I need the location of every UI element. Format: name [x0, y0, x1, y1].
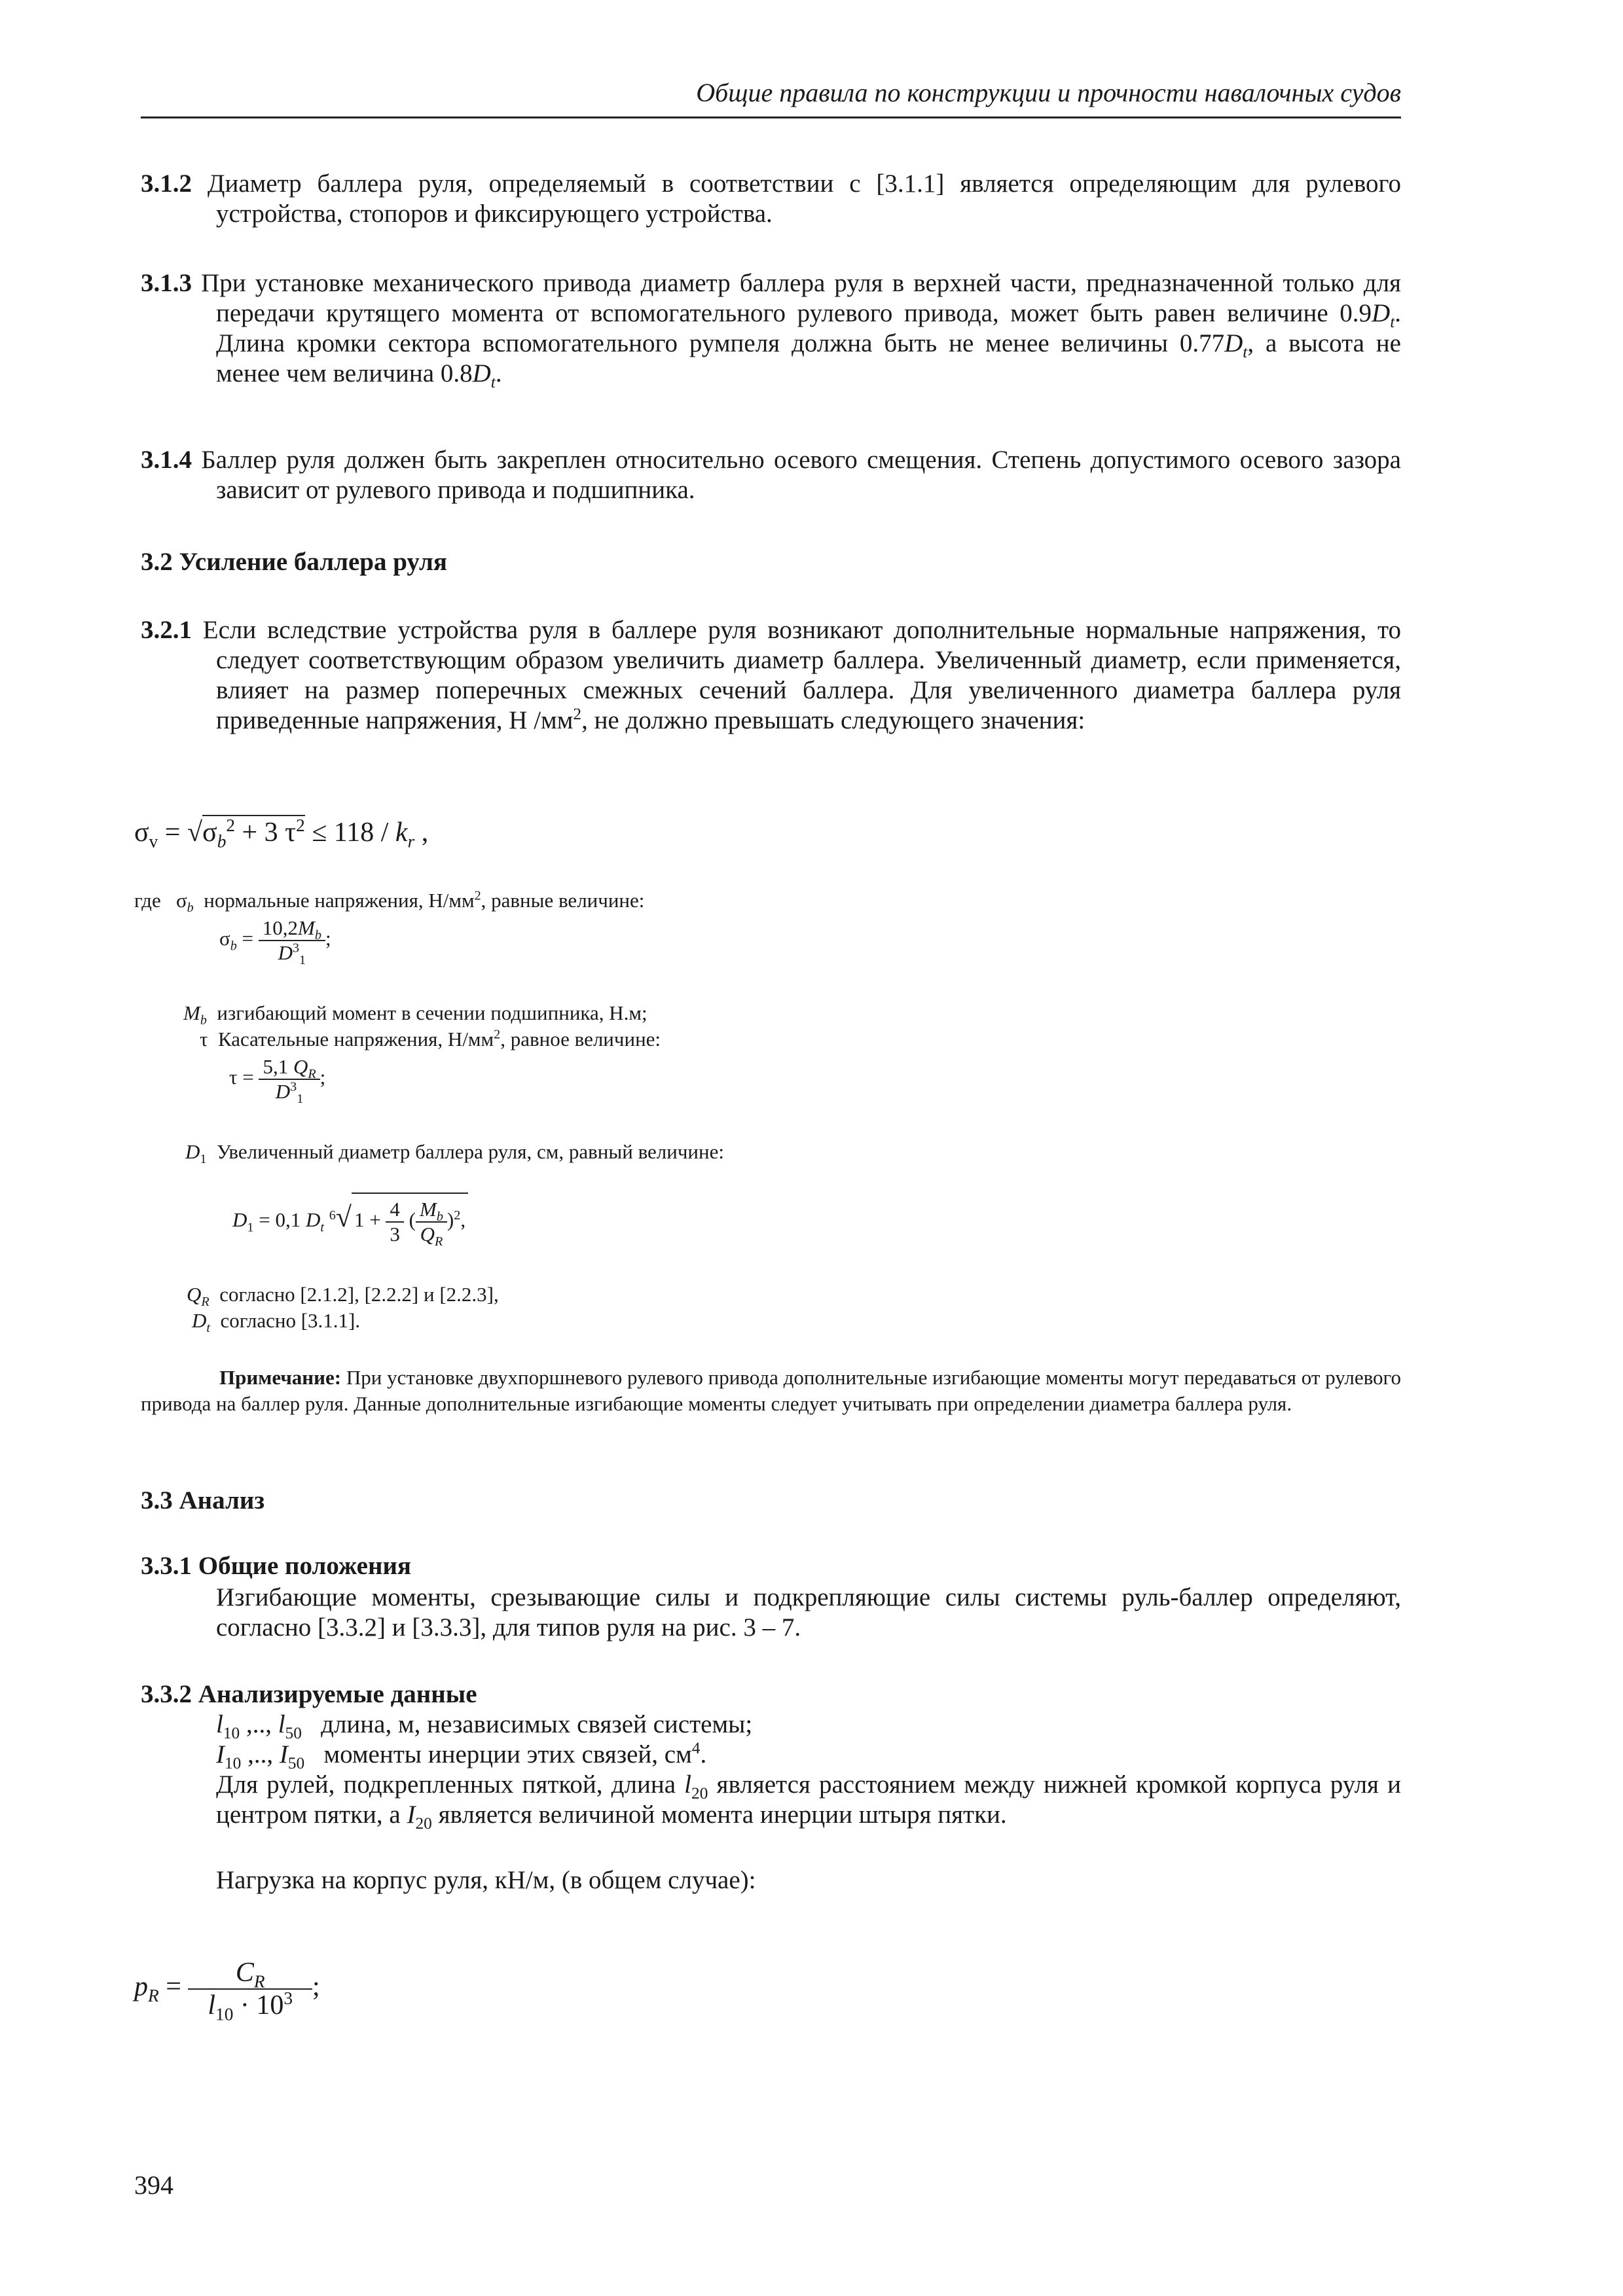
definition-text: согласно [2.1.2], [2.2.2] и [2.2.3], — [219, 1283, 499, 1306]
paragraph-3-3-2 — [216, 1770, 1401, 1833]
subscript: t — [206, 1321, 210, 1336]
subscript: 20 — [415, 1814, 432, 1833]
symbol: I — [407, 1801, 416, 1829]
symbol: D — [278, 941, 293, 964]
subscript: r — [407, 831, 415, 852]
symbol: D — [275, 1080, 291, 1103]
fraction — [386, 1198, 404, 1246]
def-Q-R — [187, 1283, 499, 1310]
separator: ,.., — [240, 1710, 278, 1738]
def-M-b — [183, 1001, 647, 1028]
punctuation: , — [414, 817, 429, 848]
symbol: M — [420, 1198, 437, 1221]
symbol: D — [305, 1208, 321, 1232]
clause-text: , не должно превышать следующего значения: — [581, 706, 1085, 734]
fraction — [259, 1055, 319, 1107]
value: 0.77 — [1179, 329, 1225, 357]
subscript: 20 — [691, 1784, 708, 1803]
note-block — [141, 1365, 1401, 1417]
punctuation: , — [460, 1208, 466, 1232]
operator: + 3 τ — [235, 817, 297, 848]
definition-text: , равное величине: — [500, 1028, 661, 1050]
symbol: D — [192, 1309, 207, 1332]
symbol: τ = — [229, 1066, 254, 1089]
clause-number: 3.1.2 — [141, 170, 192, 198]
subscript: b — [436, 1210, 443, 1225]
section-heading-3-2: 3.2 Усиление баллера руля — [141, 548, 447, 576]
subscript: 1 — [247, 1220, 254, 1235]
symbol: k — [395, 817, 408, 848]
subscript: b — [200, 1013, 207, 1028]
punctuation: ; — [312, 1971, 320, 2002]
superscript: 2 — [226, 816, 235, 835]
load-sentence: Нагрузка на корпус руля, кН/м, (в общем случае): — [216, 1866, 756, 1894]
fraction — [416, 1198, 447, 1249]
subscript: R — [201, 1295, 210, 1310]
symbol: Q — [187, 1283, 202, 1306]
symbol: p — [134, 1971, 148, 2002]
superscript: 3 — [292, 941, 300, 956]
subscript: b — [314, 928, 321, 943]
fraction — [188, 1957, 312, 2024]
note-text: При установке двухпоршневого рулевого привода дополнительные изгибающие моменты могут передаваться от рулевого привода на баллер руля. Данные дополнительные изгибающие моменты следует учитывать при определении диаметра баллера руля. — [141, 1366, 1401, 1415]
subscript: 1 — [200, 1152, 207, 1167]
definition-text: , равные величине: — [481, 889, 645, 912]
symbol: M — [183, 1001, 200, 1024]
subscript: t — [490, 372, 496, 391]
subsection-heading-3-3-1: 3.3.1 Общие положения — [141, 1552, 412, 1580]
radicand — [202, 815, 305, 852]
symbol: σ — [219, 927, 230, 950]
denominator-value: 3 — [390, 1223, 400, 1246]
operator: = √ — [158, 817, 203, 848]
superscript: 2 — [296, 816, 305, 835]
def-l-lengths — [216, 1710, 753, 1742]
punctuation: . — [700, 1740, 707, 1768]
symbol: l — [208, 1990, 216, 2020]
subsection-heading-3-3-2: 3.3.2 Анализируемые данные — [141, 1680, 477, 1708]
paragraph-3-3-1: Изгибающие моменты, срезывающие силы и подкрепляющие силы системы руль-баллер определяют, согласно [3.3.2] и [3.3.3], для типов руля на рис. 3 – 7. — [216, 1583, 1401, 1641]
where-label: где — [134, 889, 161, 912]
clause-text: При установке механического привода диаметр баллера руля в верхней части, предназначенной только для передачи крутящего момента от вспомогательного рулевого привода, может быть равен величине — [192, 269, 1401, 327]
radicand: 1 + $\frac{4}{3}$ ( $\frac{M_b}{Q_R}$ )$^2$, — [352, 1193, 468, 1246]
subscript: 10 — [225, 1753, 242, 1772]
punctuation: ; — [319, 1066, 326, 1089]
subscript: 50 — [285, 1723, 302, 1742]
clause-text: . — [495, 359, 502, 387]
punctuation: ; — [325, 927, 331, 950]
subscript: t — [1390, 312, 1395, 331]
value: 0.8 — [440, 359, 473, 387]
subscript: b — [217, 831, 227, 852]
def-D1 — [185, 1140, 724, 1167]
superscript: 2 — [474, 888, 481, 903]
def-D-t — [192, 1309, 361, 1336]
clause-text: Если вследствие устройства руля в баллере руля возникают дополнительные нормальные напряжения, то следует соответствующим образом увеличить диаметр баллера. Увеличенный диаметр, если применяется, влияет на размер поперечных смежных сечений баллера. Для увеличенного диаметра баллера руля приведенные напряжения, Н /мм — [192, 616, 1401, 734]
formula-tau — [229, 1055, 326, 1107]
clause-text: . Длина кромки сектора вспомогательного румпеля должна быть не менее величины — [216, 299, 1401, 357]
operator: · 10 — [233, 1990, 284, 2020]
definition-text: Касательные напряжения, Н/мм — [217, 1028, 494, 1050]
numerator-value: 5,1 — [263, 1055, 289, 1078]
subscript: R — [308, 1067, 316, 1082]
clause-text: , а высота не менее чем величина — [216, 329, 1401, 387]
superscript: 2 — [454, 1208, 461, 1223]
operator: = 0,1 — [253, 1208, 301, 1232]
symbol: I — [216, 1740, 225, 1768]
definition-text: нормальные напряжения, Н/мм — [204, 889, 475, 912]
subscript: R — [253, 1971, 265, 1992]
definition-text: изгибающий момент в сечении подшипника, Н.м; — [217, 1001, 647, 1024]
definition-text: длина, м, независимых связей системы; — [321, 1710, 753, 1738]
numerator-value: 10,2 — [262, 916, 299, 939]
formula-sigma-b: $\sigma_b$ = $\frac{10,2M_b}{D^3_1}$ ; — [219, 916, 331, 968]
formula-p-R — [134, 1957, 320, 2024]
symbol: M — [298, 916, 315, 939]
paragraph-3-2-1 — [141, 615, 1401, 736]
definition-text: согласно [3.1.1]. — [220, 1309, 361, 1332]
section-heading-3-3: 3.3 Анализ — [141, 1486, 265, 1515]
symbol: D — [472, 359, 491, 387]
symbol: D — [1224, 329, 1243, 357]
symbol: I — [279, 1740, 288, 1768]
running-header: Общие правила по конструкции и прочности навалочных судов — [696, 78, 1401, 107]
symbol: l — [216, 1710, 223, 1738]
subscript: 10 — [223, 1723, 240, 1742]
subscript: b — [187, 901, 194, 916]
subscript: R — [434, 1234, 443, 1249]
subscript: v — [149, 831, 158, 852]
clause-number: 3.2.1 — [141, 616, 192, 644]
page-number: 394 — [134, 2170, 173, 2200]
symbol: D — [185, 1140, 200, 1163]
operator: ≤ 118 / — [304, 817, 395, 848]
symbol: l — [278, 1710, 285, 1738]
subscript: b — [230, 939, 237, 954]
paragraph-text: является расстоянием между нижней кромкой корпуса руля и центром пятки, а — [216, 1770, 1401, 1829]
subscript: 1 — [299, 953, 306, 968]
def-tau — [200, 1028, 661, 1051]
subscript: 10 — [215, 2004, 234, 2024]
fraction — [259, 916, 325, 968]
clause-number: 3.1.3 — [141, 269, 192, 297]
root-index: 6 — [329, 1208, 336, 1223]
superscript: 3 — [290, 1079, 297, 1094]
clause-text: Баллер руля должен быть закреплен относительно осевого смещения. Степень допустимого осевого зазора зависит от рулевого привода и подшипника. — [192, 446, 1401, 504]
symbol: σ — [134, 817, 149, 848]
operator: 1 + — [354, 1208, 381, 1232]
subscript: t — [1243, 342, 1248, 361]
symbol: D — [232, 1208, 247, 1232]
formula-equivalent-stress — [134, 816, 429, 852]
superscript: 2 — [494, 1027, 501, 1042]
formula-D1 — [232, 1193, 468, 1249]
subscript: 1 — [297, 1092, 304, 1107]
paragraph-text: является величиной момента инерции штыря пятки. — [431, 1801, 1007, 1829]
symbol: Q — [293, 1055, 308, 1078]
superscript: 4 — [691, 1739, 701, 1757]
def-I-inertia — [216, 1739, 707, 1772]
operator: = — [158, 1971, 181, 2002]
symbol: τ — [200, 1028, 208, 1050]
paragraph-text: Для рулей, подкрепленных пяткой, длина — [216, 1770, 685, 1799]
definition-text: моменты инерции этих связей, см — [323, 1740, 692, 1768]
paragraph-3-1-4 — [141, 445, 1401, 505]
note-label: Примечание: — [219, 1366, 342, 1389]
symbol: σ — [175, 889, 187, 912]
clause-number: 3.1.4 — [141, 446, 192, 474]
subscript: R — [148, 1986, 159, 2006]
radical-sign: √ — [335, 1201, 352, 1234]
subscript: t — [320, 1220, 324, 1235]
symbol: C — [235, 1958, 254, 1988]
superscript: 3 — [283, 1988, 293, 2008]
symbol: σ — [202, 817, 217, 848]
superscript: 2 — [573, 705, 582, 723]
paragraph-3-1-3 — [141, 268, 1401, 389]
clause-text: Диаметр баллера руля, определяемый в соответствии с [3.1.1] является определяющим для рулевого устройства, стопоров и фиксирующего устройства. — [192, 170, 1401, 228]
header-rule — [141, 117, 1401, 118]
subscript: 50 — [287, 1753, 305, 1772]
symbol: D — [1372, 299, 1391, 327]
numerator-value: 4 — [386, 1198, 404, 1223]
value: 0.9 — [1340, 299, 1372, 327]
def-sigma-b — [134, 888, 645, 916]
paragraph-3-1-2 — [141, 169, 1401, 229]
definition-text: Увеличенный диаметр баллера руля, см, равный величине: — [216, 1140, 724, 1163]
symbol: Q — [420, 1223, 435, 1246]
separator: ,.., — [241, 1740, 280, 1768]
symbol: l — [684, 1770, 692, 1799]
